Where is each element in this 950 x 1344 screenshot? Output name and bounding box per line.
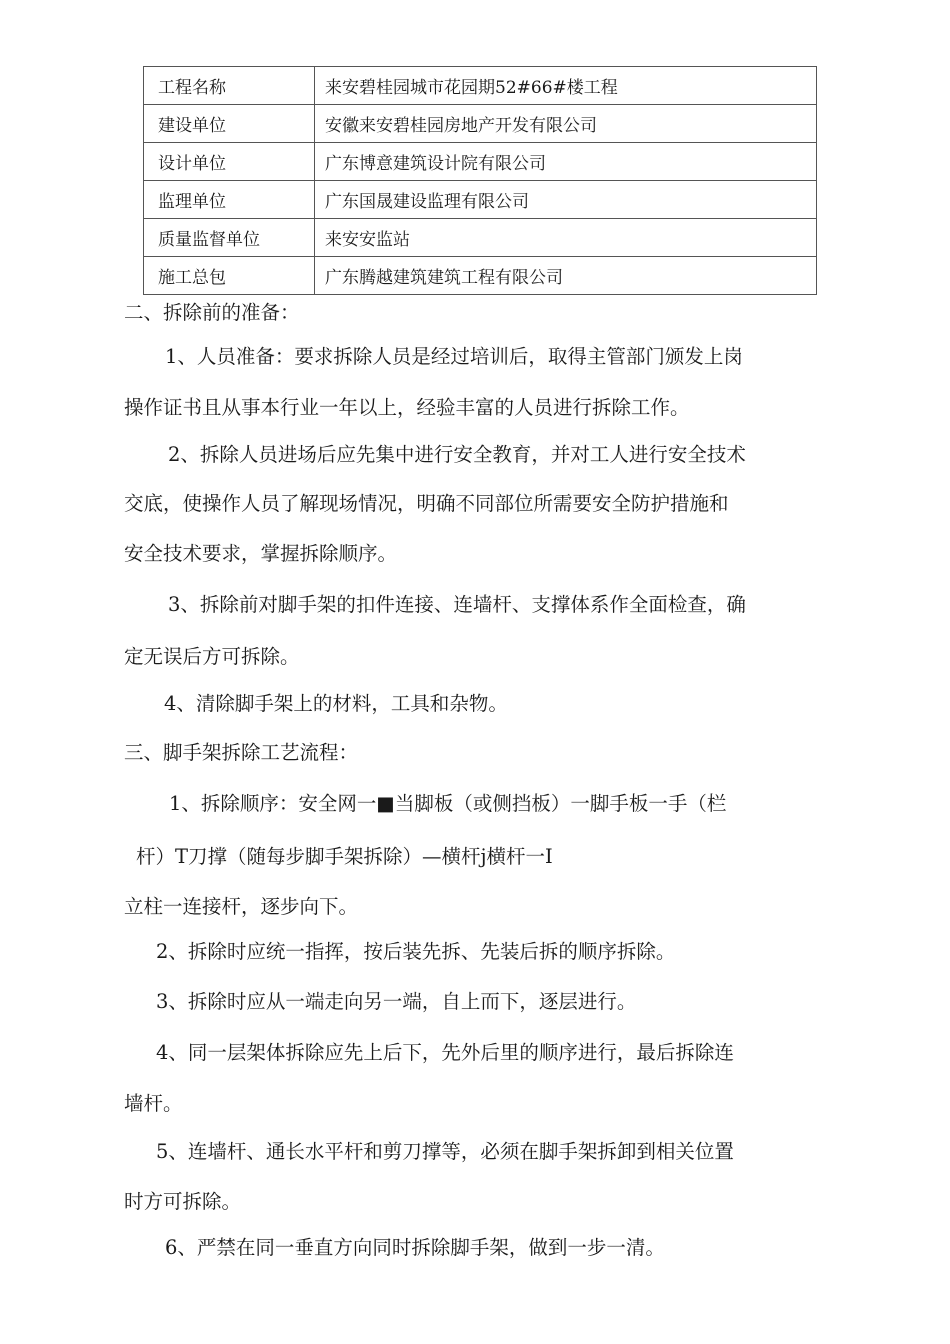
- project-info-table: [143, 66, 817, 295]
- paragraph-line: 4、同一层架体拆除应先上后下，先外后里的顺序进行，最后拆除连: [156, 1041, 734, 1064]
- table-row: [144, 105, 817, 143]
- paragraph-line: 时方可拆除。: [124, 1190, 242, 1213]
- section-heading-process: 三、脚手架拆除工艺流程：: [124, 741, 359, 764]
- table-row: [144, 143, 817, 181]
- paragraph-line: 墙杆。: [124, 1092, 183, 1115]
- row-value: 广东博意建筑设计院有限公司: [315, 143, 817, 181]
- paragraph-line: 立柱一连接杆，逐步向下。: [124, 895, 359, 918]
- paragraph-line: 安全技术要求，掌握拆除顺序。: [124, 542, 398, 565]
- row-label: 质量监督单位: [144, 219, 315, 257]
- paragraph-line: 3、拆除前对脚手架的扣件连接、连墙杆、支撑体系作全面检查，确: [168, 593, 746, 616]
- paragraph-line: 定无误后方可拆除。: [124, 645, 300, 668]
- row-label: 建设单位: [144, 105, 315, 143]
- row-label: 工程名称: [144, 67, 315, 105]
- paragraph-line: 3、拆除时应从一端走向另一端，自上而下，逐层进行。: [156, 990, 637, 1013]
- row-label: 监理单位: [144, 181, 315, 219]
- paragraph-line: 2、拆除时应统一指挥，按后装先拆、先装后拆的顺序拆除。: [156, 940, 676, 963]
- section-heading-preparation: 二、拆除前的准备：: [124, 301, 300, 324]
- table-row: [144, 67, 817, 105]
- paragraph-line: 操作证书且从事本行业一年以上，经验丰富的人员进行拆除工作。: [124, 396, 690, 419]
- paragraph-line: 1、拆除顺序：安全网一■当脚板（或侧挡板）一脚手板一手（栏: [169, 792, 727, 815]
- paragraph-line: 交底，使操作人员了解现场情况，明确不同部位所需要安全防护措施和: [124, 492, 729, 515]
- row-value: 广东腾越建筑建筑工程有限公司: [315, 257, 817, 295]
- table-row: [144, 257, 817, 295]
- row-label: 施工总包: [144, 257, 315, 295]
- table-row: [144, 181, 817, 219]
- row-value: 安徽来安碧桂园房地产开发有限公司: [315, 105, 817, 143]
- table-row: [144, 219, 817, 257]
- paragraph-line: 4、清除脚手架上的材料，工具和杂物。: [164, 692, 508, 715]
- row-value: 来安安监站: [315, 219, 817, 257]
- paragraph-line: 1、人员准备：要求拆除人员是经过培训后，取得主管部门颁发上岗: [165, 345, 743, 368]
- paragraph-line: 杆）T刀撑（随每步脚手架拆除）—横杆j横杆一I: [136, 845, 553, 868]
- paragraph-line: 2、拆除人员进场后应先集中进行安全教育，并对工人进行安全技术: [168, 443, 746, 466]
- row-value: 广东国晟建设监理有限公司: [315, 181, 817, 219]
- paragraph-line: 5、连墙杆、通长水平杆和剪刀撑等，必须在脚手架拆卸到相关位置: [156, 1140, 734, 1163]
- paragraph-line: 6、严禁在同一垂直方向同时拆除脚手架，做到一步一清。: [165, 1236, 665, 1259]
- row-label: 设计单位: [144, 143, 315, 181]
- row-value: 来安碧桂园城市花园期52#66#楼工程: [315, 67, 817, 105]
